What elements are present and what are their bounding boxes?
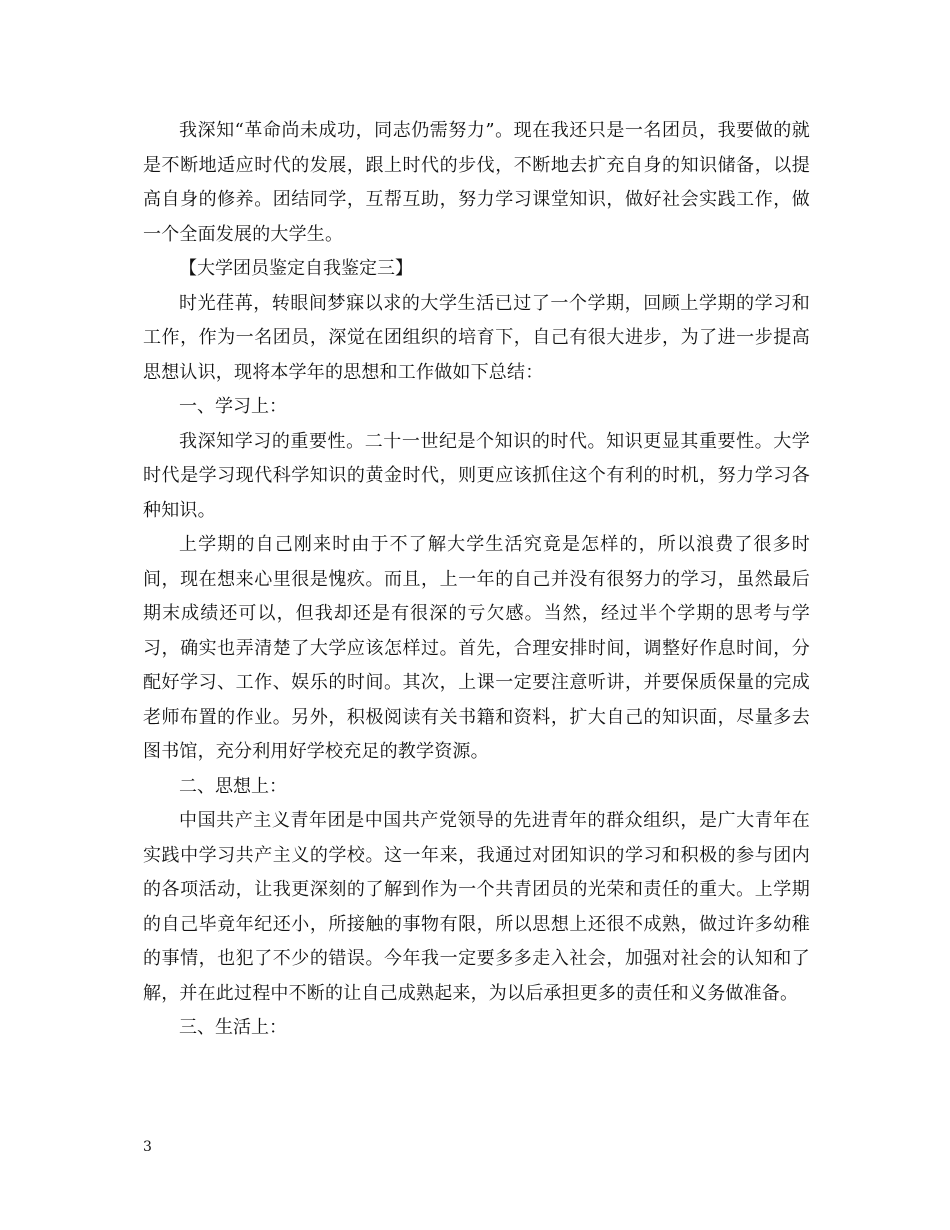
heading-study: 一、学习上：: [179, 396, 287, 417]
paragraph-study-reflection: 上学期的自己刚来时由于不了解大学生活究竟是怎样的，所以浪费了很多时间，现在想来心里很是愧疚。而且，上一年的自己并没有很努力的学习，虽然最后期末成绩还可以，但我却还是有很深的亏欠感。当然，经过半个学期的思考与学习，确实也弄清楚了大学应该怎样过。首先，合理安排时间，调整好作息时间，分配好学习、工作、娱乐的时间。其次，上课一定要注意听讲，并要保质保量的完成老师布置的作业。另外，积极阅读有关书籍和资料，扩大自己的知识面，尽量多去图书馆，充分利用好学校充足的教学资源。: [143, 534, 810, 762]
page-number: 3: [143, 1139, 152, 1155]
paragraph-thought: 中国共产主义青年团是中国共产党领导的先进青年的群众组织，是广大青年在实践中学习共产主义的学校。这一年来，我通过对团知识的学习和积极的参与团内的各项活动，让我更深刻的了解到作为一个共青团员的光荣和责任的重大。上学期的自己毕竟年纪还小，所接触的事物有限，所以思想上还很不成熟，做过许多幼稚的事情，也犯了不少的错误。今年我一定要多多走入社会，加强对社会的认知和了解，并在此过程中不断的让自己成熟起来，为以后承担更多的责任和义务做准备。: [143, 810, 810, 1004]
heading-life: 三、生活上：: [179, 1017, 287, 1038]
document-body: [143, 114, 810, 1046]
section-title: 【大学团员鉴定自我鉴定三】: [179, 258, 413, 279]
paragraph-summary-intro: 时光荏苒，转眼间梦寐以求的大学生活已过了一个学期，回顾上学期的学习和工作，作为一名团员，深觉在团组织的培育下，自己有很大进步，为了进一步提高思想认识，现将本学年的思想和工作做如下总结：: [143, 292, 810, 383]
heading-thought: 二、思想上：: [179, 775, 287, 797]
paragraph-study-importance: 我深知学习的重要性。二十一世纪是个知识的时代。知识更显其重要性。大学时代是学习现代科学知识的黄金时代，则更应该抓住这个有利的时机，努力学习各种知识。: [143, 430, 810, 521]
paragraph-intro: 我深知“革命尚未成功，同志仍需努力”。现在我还只是一名团员，我要做的就是不断地适应时代的发展，跟上时代的步伐，不断地去扩充自身的知识储备，以提高自身的修养。团结同学，互帮互助，努力学习课堂知识，做好社会实践工作，做一个全面发展的大学生。: [143, 120, 810, 245]
